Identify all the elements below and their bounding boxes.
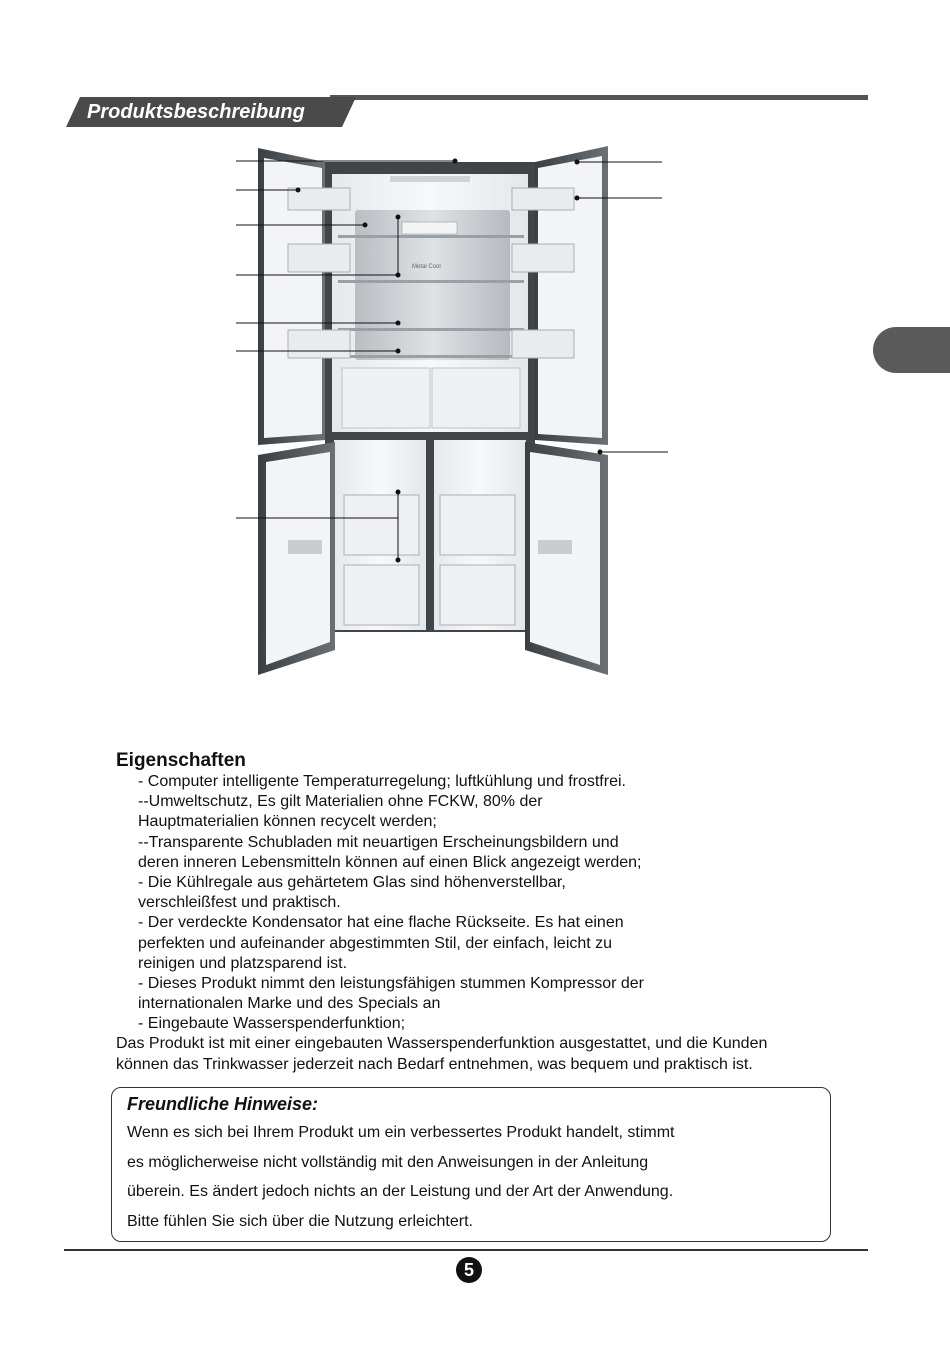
notice-line: es möglicherweise nicht vollständig mit den Anweisungen in der Anleitung (127, 1153, 649, 1171)
summary-line: Das Produkt ist mit einer eingebauten Wasserspenderfunktion ausgestattet, und die Kunden (116, 1035, 768, 1052)
feature-line: - Eingebaute Wasserspenderfunktion; (138, 1015, 406, 1033)
feature-line: --Umweltschutz, Es gilt Materialien ohne FCKW, 80% der (138, 793, 543, 811)
feature-line: reinigen und platzsparend ist. (138, 954, 348, 972)
features-list (138, 772, 644, 1035)
footer-rule (64, 1249, 868, 1251)
door-bin (512, 244, 574, 272)
feature-line: --Transparente Schubladen mit neuartigen Erscheinungsbildern und (138, 833, 619, 851)
door-bin (288, 330, 350, 358)
chapter-side-tab (873, 327, 950, 373)
freezer-drawer (440, 565, 515, 625)
feature-line: internationalen Marke und des Specials an (138, 995, 441, 1013)
features-title: Eigenschaften (116, 750, 246, 771)
glass-shelf (338, 355, 524, 358)
freezer-drawer (440, 495, 515, 555)
notice-text (127, 1122, 675, 1241)
door-bin (512, 330, 574, 358)
feature-line: - Computer intelligente Temperaturregelung; luftkühlung und frostfrei. (138, 773, 626, 790)
notice-line: Bitte fühlen Sie sich über die Nutzung erleichtert. (127, 1213, 473, 1231)
door-bin (288, 244, 350, 272)
feature-line: - Der verdeckte Kondensator hat eine flache Rückseite. Es hat einen (138, 914, 624, 932)
page-number: 5 (456, 1257, 482, 1283)
summary-line: können das Trinkwasser jederzeit nach Bedarf entnehmen, was bequem und praktisch ist. (116, 1055, 753, 1073)
freezer-drawer (344, 565, 419, 625)
feature-line: verschleißfest und praktisch. (138, 894, 341, 912)
notice-line: Wenn es sich bei Ihrem Produkt um ein verbessertes Produkt handelt, stimmt (127, 1124, 675, 1141)
feature-line: - Die Kühlregale aus gehärtetem Glas sind höhenverstellbar, (138, 874, 566, 892)
notice-title: Freundliche Hinweise: (127, 1094, 319, 1114)
crisper-drawer (342, 368, 430, 428)
freezer-drawer (344, 495, 419, 555)
glass-shelf (338, 328, 524, 331)
features-summary (116, 1034, 767, 1075)
feature-line: deren inneren Lebensmitteln können auf einen Blick angezeigt werden; (138, 853, 642, 871)
notice-line: überein. Es ändert jedoch nichts an der Leistung und der Art der Anwendung. (127, 1183, 674, 1201)
header-rule (330, 95, 868, 100)
section-title: Produktsbeschreibung (87, 101, 305, 123)
feature-line: - Dieses Produkt nimmt den leistungsfähigen stummen Kompressor der (138, 975, 644, 993)
glass-shelf (338, 280, 524, 283)
fridge-illustration (230, 140, 680, 685)
metal-cool-label: Metal Cool (412, 264, 441, 270)
feature-line: perfekten und aufeinander abgestimmten Stil, der einfach, leicht zu (138, 934, 613, 952)
door-bin (512, 188, 574, 210)
crisper-drawer (432, 368, 520, 428)
feature-line: Hauptmaterialien können recycelt werden; (138, 813, 437, 831)
glass-shelf (338, 235, 524, 238)
